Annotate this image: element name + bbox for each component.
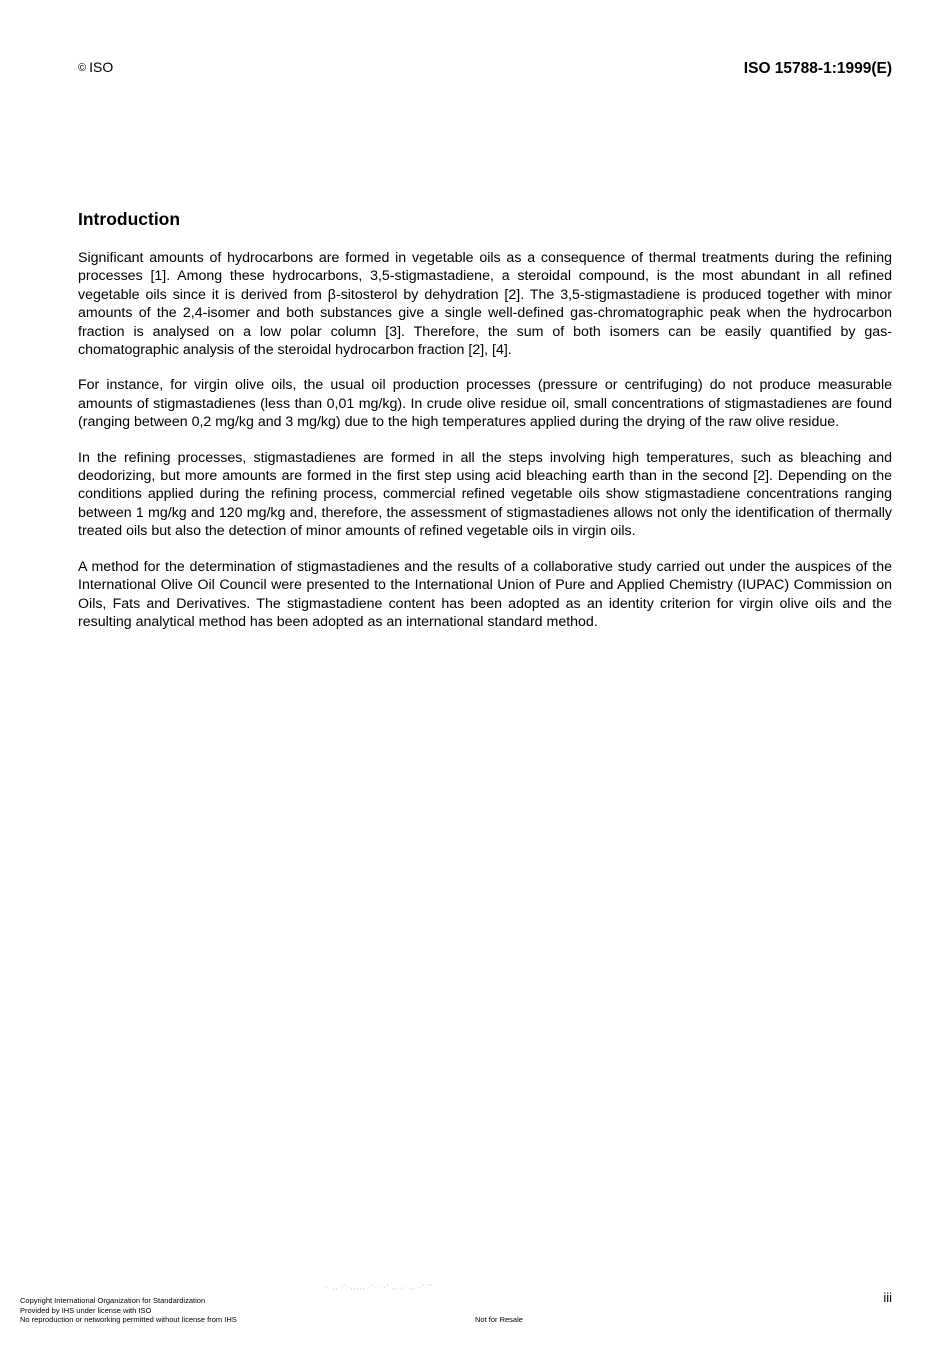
section-title: Introduction [78,209,181,229]
paragraph: Significant amounts of hydrocarbons are formed in vegetable oils as a consequence of thermal treatments during the refining processes [1]. Among these hydrocarbons, 3,5-stigmastadiene, a steroidal compound, is the most abundant in all refined vegetable oils since it is derived from β-sitosterol by dehydration [2]. The 3,5-stigmastadiene is produced together with minor amounts of the 2,4-isomer and both substances give a single well-defined gas-chromatographic peak when the hydrocarbon fraction is analysed on a low polar column [3]. Therefore, the sum of both isomers can be easily quantified by gas-chomatographic analysis of the steroidal hydrocarbon fraction [2], [4]. [78,250,892,359]
paragraph: A method for the determination of stigmastadienes and the results of a collaborative study carried out under the auspices of the International Olive Oil Council were presented to the International Union of Pure and Applied Chemistry (IUPAC) Commission on Oils, Fats and Derivatives. The stigmastadiene content has been adopted as an identity criterion for virgin olive oils and the resulting analytical method has been adopted as an international standard method. [78,558,892,630]
footer-copyright [20,1296,237,1325]
paragraph: In the refining processes, stigmastadienes are formed in all the steps involving high temperatures, such as bleaching and deodorizing, but more amounts are formed in the first step using acid bleaching earth than in the second [2]. Depending on the conditions applied during the refining process, commercial refined vegetable oils show stigmastadiene concentrations ranging between 1 mg/kg and 120 mg/kg and, therefore, the assessment of stigmastadienes allows not only the identification of thermally treated oils but also the detection of minor amounts of refined vegetable oils in virgin oils. [78,449,892,540]
paragraph: For instance, for virgin olive oils, the usual oil production processes (pressure or centrifuging) do not produce measurable amounts of stigmastadienes (less than 0,01 mg/kg). In crude olive residue oil, small concentrations of stigmastadienes are found (ranging between 0,2 mg/kg and 3 mg/kg) due to the high temperatures applied during the drying of the raw olive residue. [78,377,892,431]
header-org-name: ISO [89,59,114,75]
footer-line: Copyright International Organization for Standardization [20,1296,206,1305]
copyright-symbol: © [78,62,87,74]
header-org [78,59,113,75]
page-number: iii [883,1290,892,1305]
scan-noise: ·· ,, ·'·,,,,, ·'·· ·' ,, ,· ,, ·'·'' [323,1284,433,1291]
standard-id: ISO 15788-1:1999(E) [743,60,892,77]
footer-line: No reproduction or networking permitted without license from IHS [20,1315,237,1324]
body-text [78,249,892,648]
footer-line: Provided by IHS under license with ISO [20,1305,152,1315]
footer-resale: Not for Resale [475,1315,523,1324]
